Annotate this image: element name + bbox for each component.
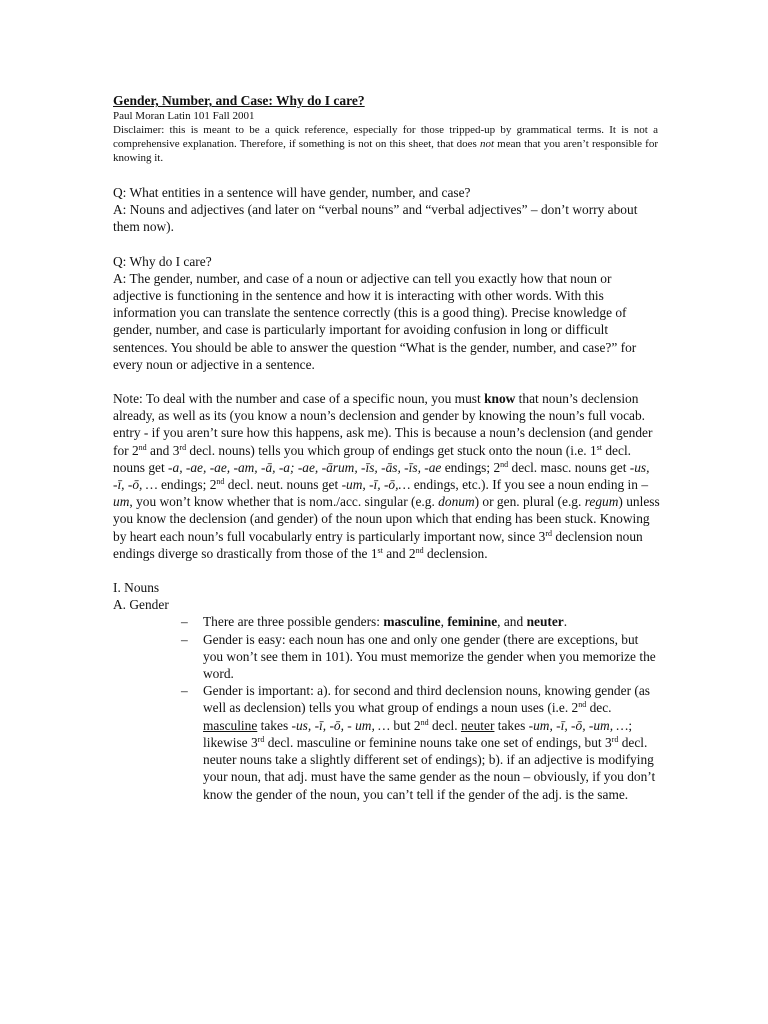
list-item: – There are three possible genders: masculine, feminine, and neuter. bbox=[181, 614, 568, 630]
author-line: Paul Moran Latin 101 Fall 2001 bbox=[113, 110, 255, 122]
answer-1: A: Nouns and adjectives (and later on “verbal nouns” and “verbal adjectives” – don’t worry about them now). bbox=[113, 202, 638, 235]
dash-bullet: – bbox=[181, 614, 188, 630]
document-body bbox=[113, 184, 661, 803]
question-1: Q: What entities in a sentence will have gender, number, and case? bbox=[113, 185, 471, 200]
gender-bullet-list bbox=[181, 613, 661, 802]
document-title: Gender, Number, and Case: Why do I care? bbox=[113, 93, 365, 108]
disclaimer: Disclaimer: this is meant to be a quick reference, especially for those tripped-up by grammatical terms. It is not a comprehensive explanation. Therefore, if something is not on this sheet, that does not mean that you aren’t responsible for knowing it. bbox=[113, 124, 658, 164]
document-header bbox=[113, 92, 658, 165]
note-paragraph: Note: To deal with the number and case of a specific noun, you must know that noun’s declension already, as well as its (you know a noun’s declension and gender by knowing the noun’s full vocab. entry - if you aren’t sure how this happens, ask me). This is because a noun’s declension (and gender for 2nd and 3rd decl. nouns) tells you which group of endings get stuck onto the noun (i.e. 1st decl. nouns get -a, -ae, -ae, -am, -ā, -a; -ae, -ārum, -īs, -ās, -īs, -ae endings; 2nd decl. masc. nouns get -us, -ī, -ō, … endings; 2nd decl. neut. nouns get -um, -ī, -ō,… endings, etc.). If you see a noun ending in –um, you won’t know whether that is nom./acc. singular (e.g. donum) or gen. plural (e.g. regum) unless you know the declension (and gender) of the noun upon which that ending has been stuck. Knowing by heart each noun’s full vocabularly entry is particularly important now, since 3rd declension noun endings diverge so drastically from those of the 1st and 2nd declension. bbox=[113, 391, 660, 561]
outline-heading-nouns: I. Nouns bbox=[113, 580, 160, 596]
question-2: Q: Why do I care? bbox=[113, 253, 212, 269]
answer-2: A: The gender, number, and case of a noun or adjective can tell you exactly how that noun or adjective is functioning in the sentence and how it is interacting with other words. With this information you can translate the sentence correctly (this is a good thing). Precise knowledge of gender, number, and case is particularly important for avoiding confusion in long or difficult sentences. You should be able to answer the question “What is the gender, number, and case?” for every noun or adjective in a sentence. bbox=[113, 270, 637, 372]
dash-bullet: – bbox=[181, 631, 188, 647]
list-item: – Gender is important: a). for second and third declension nouns, knowing gender (as well as declension) tells you what group of endings a noun uses (i.e. 2nd dec. masculine takes -us, -ī, -ō, - um, … but 2nd decl. neuter takes -um, -ī, -ō, -um, …; likewise 3rd decl. masculine or feminine nouns take one set of endings, but 3rd decl. neuter nouns take a slightly different set of endings); b). if an adjective is modifying your noun, that adj. must have the same gender as the noun – obviously, if you don’t know the gender of the noun, you can’t tell if the gender of the adj. is the same. bbox=[181, 683, 656, 802]
list-item: – Gender is easy: each noun has one and only one gender (there are exceptions, but you won’t see them in 101). You must memorize the gender when you memorize the word. bbox=[181, 631, 656, 682]
dash-bullet: – bbox=[181, 683, 188, 699]
outline-heading-gender: A. Gender bbox=[113, 597, 169, 613]
